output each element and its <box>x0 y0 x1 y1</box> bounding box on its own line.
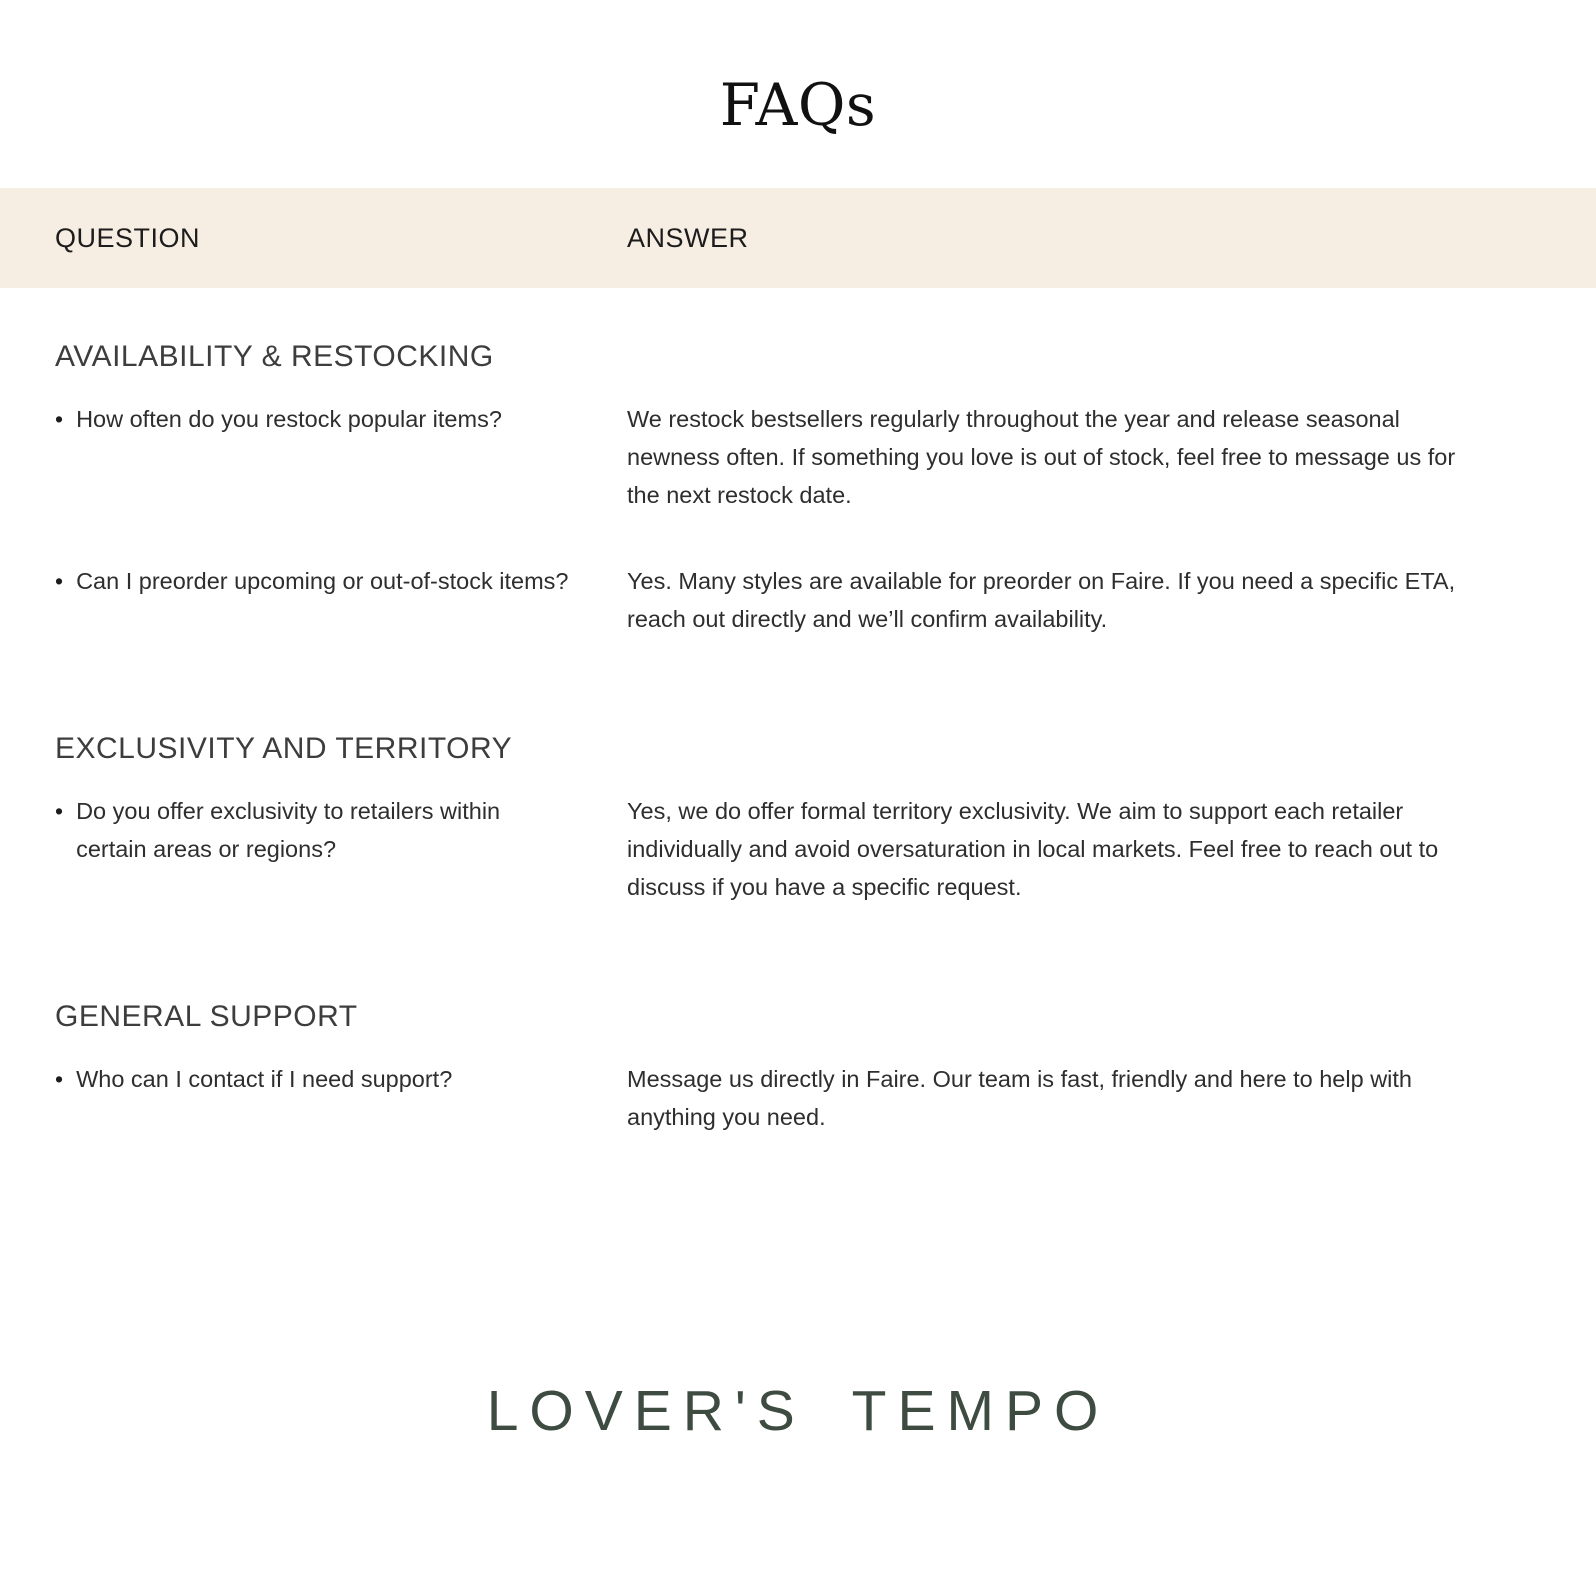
faq-row <box>0 400 1596 514</box>
bullet-point: • <box>55 568 64 594</box>
answer-column-header: ANSWER <box>627 222 749 253</box>
answer-text: Yes, we do offer formal territory exclusivity. We aim to support each retailer individually and avoid oversaturation in local markets. Feel free to reach out to discuss if you have a specific request. <box>627 798 1439 900</box>
section-title: EXCLUSIVITY AND TERRITORY <box>55 732 513 765</box>
question-text: Can I preorder upcoming or out-of-stock items? <box>76 568 569 594</box>
section-general-support <box>0 1000 1596 1136</box>
page-title: FAQs <box>719 71 877 139</box>
section-availability-restocking <box>0 340 1596 638</box>
question-cell <box>55 792 575 868</box>
table-header-bar <box>0 188 1596 288</box>
faq-row <box>0 792 1596 906</box>
section-title: GENERAL SUPPORT <box>55 1000 358 1033</box>
answer-text: We restock bestsellers regularly throughout the year and release seasonal newness often. If something you love is out of stock, feel free to message us for the next restock date. <box>627 406 1456 508</box>
question-text: How often do you restock popular items? <box>76 406 502 432</box>
brand-footer <box>0 1378 1596 1444</box>
faq-row <box>0 562 1596 638</box>
question-text: Who can I contact if I need support? <box>76 1066 453 1092</box>
bullet-point: • <box>55 406 64 432</box>
answer-text: Message us directly in Faire. Our team is fast, friendly and here to help with anything you need. <box>627 1066 1412 1130</box>
faq-row <box>0 1060 1596 1136</box>
question-cell <box>55 562 575 600</box>
question-cell <box>55 400 575 438</box>
bullet-point: • <box>55 1066 64 1092</box>
answer-text: Yes. Many styles are available for preorder on Faire. If you need a specific ETA, reach out directly and we’ll confirm availability. <box>627 568 1456 632</box>
question-text: Do you offer exclusivity to retailers within certain areas or regions? <box>76 798 501 862</box>
section-title: AVAILABILITY & RESTOCKING <box>55 340 494 373</box>
question-cell <box>55 1060 575 1098</box>
section-exclusivity-territory <box>0 732 1596 906</box>
brand-logo-wordmark: LOVER'S TEMPO <box>486 1379 1110 1443</box>
question-column-header: QUESTION <box>55 222 201 253</box>
bullet-point: • <box>55 798 64 824</box>
